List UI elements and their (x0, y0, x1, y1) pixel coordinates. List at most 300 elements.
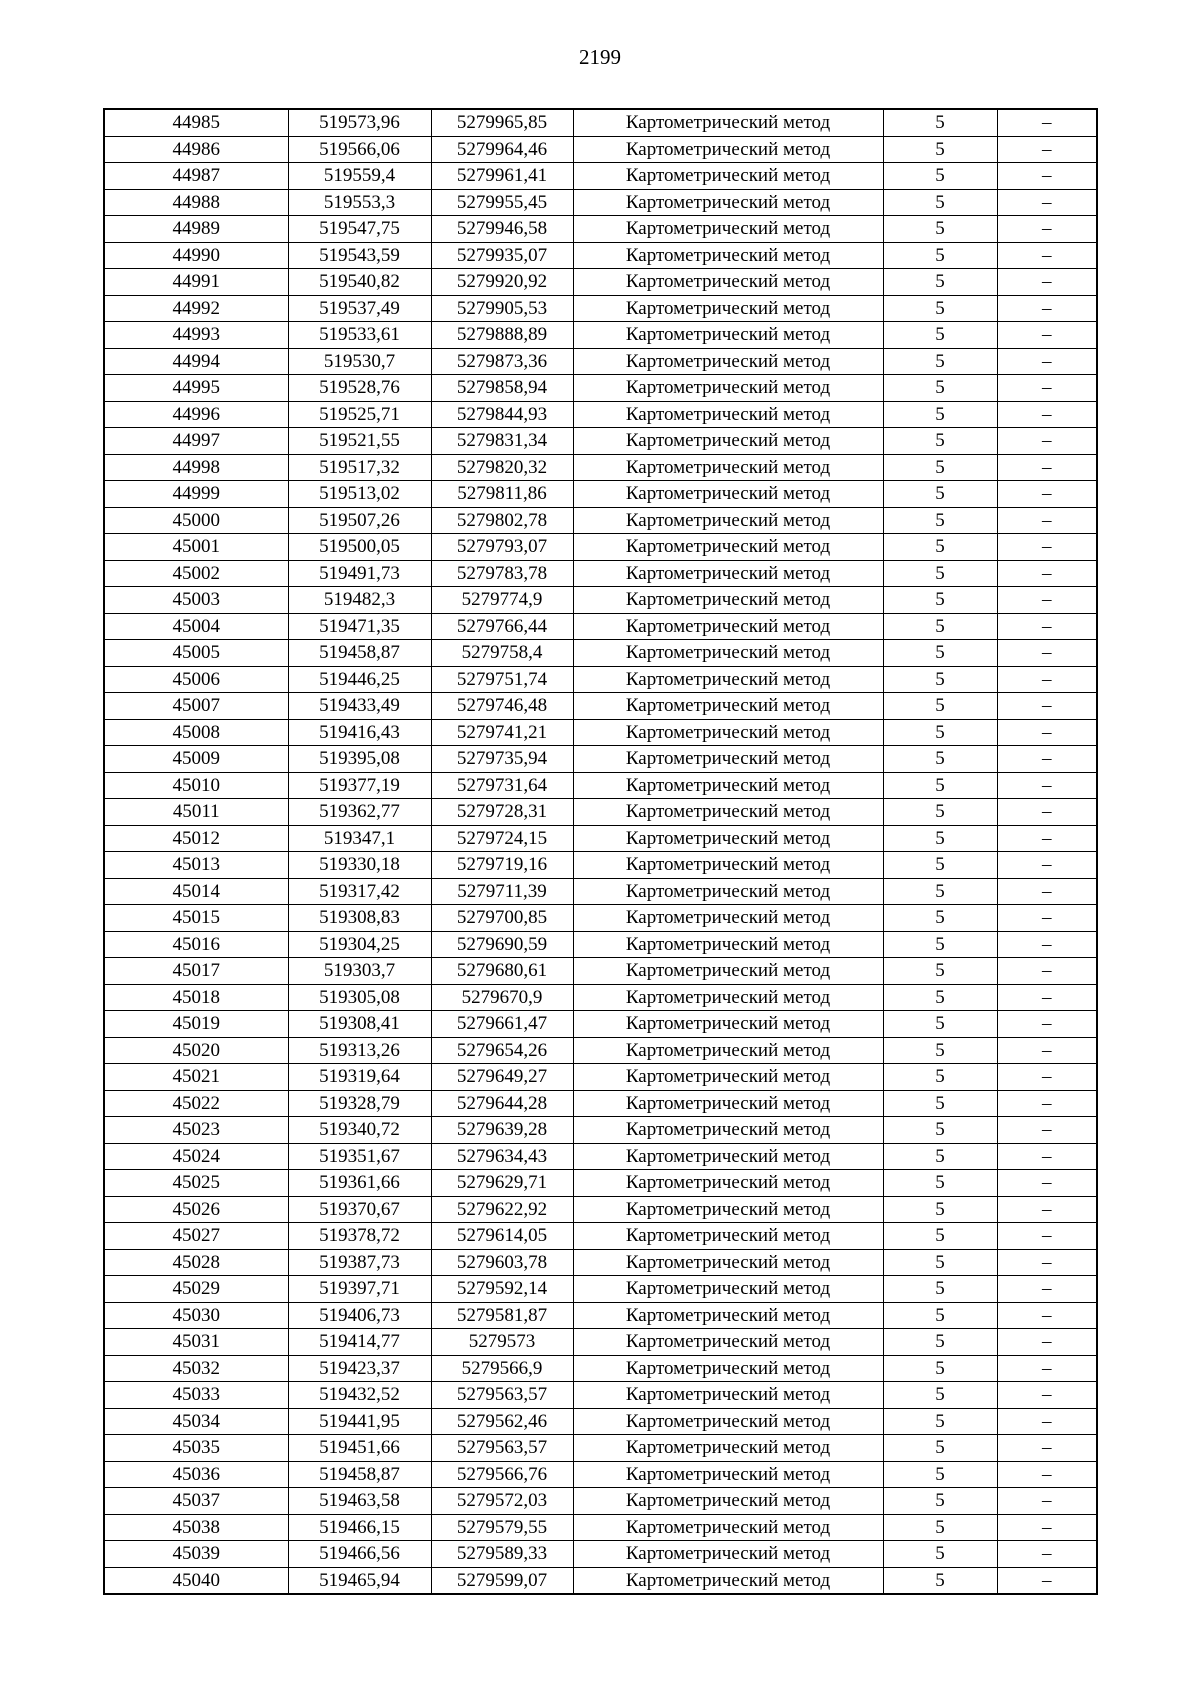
point-number-cell: 45031 (104, 1329, 288, 1356)
table-row (104, 481, 1097, 508)
x-coordinate-cell: 519566,06 (288, 136, 431, 163)
method-cell: Картометрический метод (573, 348, 883, 375)
method-cell: Картометрический метод (573, 454, 883, 481)
note-cell: – (997, 1514, 1097, 1541)
y-coordinate-cell: 5279746,48 (431, 693, 573, 720)
point-number-cell: 45019 (104, 1011, 288, 1038)
accuracy-cell: 5 (883, 1355, 997, 1382)
method-cell: Картометрический метод (573, 1461, 883, 1488)
table-row (104, 1249, 1097, 1276)
table-row (104, 295, 1097, 322)
note-cell: – (997, 375, 1097, 402)
table-row (104, 1037, 1097, 1064)
point-number-cell: 45025 (104, 1170, 288, 1197)
method-cell: Картометрический метод (573, 852, 883, 879)
x-coordinate-cell: 519423,37 (288, 1355, 431, 1382)
note-cell: – (997, 269, 1097, 296)
table-row (104, 1329, 1097, 1356)
table-row (104, 1514, 1097, 1541)
y-coordinate-cell: 5279700,85 (431, 905, 573, 932)
method-cell: Картометрический метод (573, 587, 883, 614)
accuracy-cell: 5 (883, 693, 997, 720)
point-number-cell: 45012 (104, 825, 288, 852)
x-coordinate-cell: 519530,7 (288, 348, 431, 375)
table-row (104, 852, 1097, 879)
method-cell: Картометрический метод (573, 1196, 883, 1223)
point-number-cell: 45010 (104, 772, 288, 799)
note-cell: – (997, 1223, 1097, 1250)
x-coordinate-cell: 519517,32 (288, 454, 431, 481)
accuracy-cell: 5 (883, 1329, 997, 1356)
table-row (104, 1117, 1097, 1144)
point-number-cell: 44995 (104, 375, 288, 402)
method-cell: Картометрический метод (573, 1037, 883, 1064)
point-number-cell: 45001 (104, 534, 288, 561)
note-cell: – (997, 1064, 1097, 1091)
point-number-cell: 45040 (104, 1567, 288, 1594)
accuracy-cell: 5 (883, 1011, 997, 1038)
page-number: 2199 (579, 45, 621, 69)
note-cell: – (997, 1408, 1097, 1435)
y-coordinate-cell: 5279622,92 (431, 1196, 573, 1223)
x-coordinate-cell: 519533,61 (288, 322, 431, 349)
accuracy-cell: 5 (883, 746, 997, 773)
x-coordinate-cell: 519351,67 (288, 1143, 431, 1170)
accuracy-cell: 5 (883, 1064, 997, 1091)
y-coordinate-cell: 5279599,07 (431, 1567, 573, 1594)
point-number-cell: 45034 (104, 1408, 288, 1435)
note-cell: – (997, 719, 1097, 746)
method-cell: Картометрический метод (573, 746, 883, 773)
point-number-cell: 44999 (104, 481, 288, 508)
table-row (104, 1382, 1097, 1409)
point-number-cell: 44988 (104, 189, 288, 216)
x-coordinate-cell: 519433,49 (288, 693, 431, 720)
y-coordinate-cell: 5279728,31 (431, 799, 573, 826)
note-cell: – (997, 1488, 1097, 1515)
note-cell: – (997, 216, 1097, 243)
accuracy-cell: 5 (883, 1223, 997, 1250)
table-row (104, 878, 1097, 905)
note-cell: – (997, 560, 1097, 587)
point-number-cell: 45037 (104, 1488, 288, 1515)
method-cell: Картометрический метод (573, 560, 883, 587)
note-cell: – (997, 1249, 1097, 1276)
note-cell: – (997, 1355, 1097, 1382)
y-coordinate-cell: 5279634,43 (431, 1143, 573, 1170)
note-cell: – (997, 640, 1097, 667)
point-number-cell: 45002 (104, 560, 288, 587)
table-row (104, 1461, 1097, 1488)
accuracy-cell: 5 (883, 1196, 997, 1223)
accuracy-cell: 5 (883, 905, 997, 932)
y-coordinate-cell: 5279566,9 (431, 1355, 573, 1382)
table-row (104, 1276, 1097, 1303)
x-coordinate-cell: 519347,1 (288, 825, 431, 852)
y-coordinate-cell: 5279644,28 (431, 1090, 573, 1117)
accuracy-cell: 5 (883, 560, 997, 587)
y-coordinate-cell: 5279719,16 (431, 852, 573, 879)
accuracy-cell: 5 (883, 587, 997, 614)
y-coordinate-cell: 5279793,07 (431, 534, 573, 561)
table-row (104, 1408, 1097, 1435)
method-cell: Картометрический метод (573, 322, 883, 349)
x-coordinate-cell: 519319,64 (288, 1064, 431, 1091)
x-coordinate-cell: 519305,08 (288, 984, 431, 1011)
method-cell: Картометрический метод (573, 931, 883, 958)
point-number-cell: 45008 (104, 719, 288, 746)
y-coordinate-cell: 5279566,76 (431, 1461, 573, 1488)
y-coordinate-cell: 5279711,39 (431, 878, 573, 905)
table-row (104, 216, 1097, 243)
y-coordinate-cell: 5279858,94 (431, 375, 573, 402)
table-row (104, 1011, 1097, 1038)
x-coordinate-cell: 519446,25 (288, 666, 431, 693)
table-row (104, 772, 1097, 799)
method-cell: Картометрический метод (573, 1435, 883, 1462)
point-number-cell: 44998 (104, 454, 288, 481)
note-cell: – (997, 1567, 1097, 1594)
method-cell: Картометрический метод (573, 693, 883, 720)
x-coordinate-cell: 519525,71 (288, 401, 431, 428)
method-cell: Картометрический метод (573, 1302, 883, 1329)
method-cell: Картометрический метод (573, 1355, 883, 1382)
point-number-cell: 44997 (104, 428, 288, 455)
x-coordinate-cell: 519441,95 (288, 1408, 431, 1435)
y-coordinate-cell: 5279670,9 (431, 984, 573, 1011)
y-coordinate-cell: 5279614,05 (431, 1223, 573, 1250)
point-number-cell: 44985 (104, 109, 288, 136)
x-coordinate-cell: 519482,3 (288, 587, 431, 614)
y-coordinate-cell: 5279955,45 (431, 189, 573, 216)
note-cell: – (997, 1276, 1097, 1303)
accuracy-cell: 5 (883, 481, 997, 508)
x-coordinate-cell: 519553,3 (288, 189, 431, 216)
note-cell: – (997, 905, 1097, 932)
point-number-cell: 45020 (104, 1037, 288, 1064)
note-cell: – (997, 136, 1097, 163)
table-row (104, 1196, 1097, 1223)
note-cell: – (997, 1143, 1097, 1170)
accuracy-cell: 5 (883, 1143, 997, 1170)
y-coordinate-cell: 5279603,78 (431, 1249, 573, 1276)
point-number-cell: 44996 (104, 401, 288, 428)
x-coordinate-cell: 519491,73 (288, 560, 431, 587)
accuracy-cell: 5 (883, 242, 997, 269)
method-cell: Картометрический метод (573, 958, 883, 985)
note-cell: – (997, 481, 1097, 508)
point-number-cell: 44987 (104, 163, 288, 190)
table-row (104, 958, 1097, 985)
point-number-cell: 45005 (104, 640, 288, 667)
y-coordinate-cell: 5279680,61 (431, 958, 573, 985)
point-number-cell: 45032 (104, 1355, 288, 1382)
y-coordinate-cell: 5279573 (431, 1329, 573, 1356)
method-cell: Картометрический метод (573, 984, 883, 1011)
point-number-cell: 45015 (104, 905, 288, 932)
y-coordinate-cell: 5279920,92 (431, 269, 573, 296)
note-cell: – (997, 587, 1097, 614)
point-number-cell: 45038 (104, 1514, 288, 1541)
table-row (104, 1170, 1097, 1197)
table-row (104, 905, 1097, 932)
y-coordinate-cell: 5279563,57 (431, 1435, 573, 1462)
note-cell: – (997, 322, 1097, 349)
x-coordinate-cell: 519317,42 (288, 878, 431, 905)
method-cell: Картометрический метод (573, 719, 883, 746)
method-cell: Картометрический метод (573, 1276, 883, 1303)
method-cell: Картометрический метод (573, 1488, 883, 1515)
x-coordinate-cell: 519543,59 (288, 242, 431, 269)
accuracy-cell: 5 (883, 454, 997, 481)
table-row (104, 163, 1097, 190)
point-number-cell: 45014 (104, 878, 288, 905)
accuracy-cell: 5 (883, 534, 997, 561)
point-number-cell: 45027 (104, 1223, 288, 1250)
method-cell: Картометрический метод (573, 1117, 883, 1144)
y-coordinate-cell: 5279774,9 (431, 587, 573, 614)
point-number-cell: 44993 (104, 322, 288, 349)
point-number-cell: 45035 (104, 1435, 288, 1462)
table-row (104, 719, 1097, 746)
y-coordinate-cell: 5279831,34 (431, 428, 573, 455)
x-coordinate-cell: 519395,08 (288, 746, 431, 773)
point-number-cell: 44990 (104, 242, 288, 269)
note-cell: – (997, 1196, 1097, 1223)
note-cell: – (997, 428, 1097, 455)
y-coordinate-cell: 5279724,15 (431, 825, 573, 852)
note-cell: – (997, 242, 1097, 269)
point-number-cell: 45000 (104, 507, 288, 534)
method-cell: Картометрический метод (573, 481, 883, 508)
x-coordinate-cell: 519370,67 (288, 1196, 431, 1223)
x-coordinate-cell: 519362,77 (288, 799, 431, 826)
x-coordinate-cell: 519466,56 (288, 1541, 431, 1568)
accuracy-cell: 5 (883, 1276, 997, 1303)
accuracy-cell: 5 (883, 269, 997, 296)
note-cell: – (997, 1541, 1097, 1568)
point-number-cell: 45009 (104, 746, 288, 773)
y-coordinate-cell: 5279751,74 (431, 666, 573, 693)
method-cell: Картометрический метод (573, 1567, 883, 1594)
x-coordinate-cell: 519559,4 (288, 163, 431, 190)
method-cell: Картометрический метод (573, 507, 883, 534)
accuracy-cell: 5 (883, 719, 997, 746)
accuracy-cell: 5 (883, 1117, 997, 1144)
point-number-cell: 44992 (104, 295, 288, 322)
table-row (104, 613, 1097, 640)
table-row (104, 136, 1097, 163)
y-coordinate-cell: 5279811,86 (431, 481, 573, 508)
table-row (104, 348, 1097, 375)
y-coordinate-cell: 5279731,64 (431, 772, 573, 799)
y-coordinate-cell: 5279783,78 (431, 560, 573, 587)
method-cell: Картометрический метод (573, 189, 883, 216)
table-row (104, 1567, 1097, 1594)
y-coordinate-cell: 5279589,33 (431, 1541, 573, 1568)
table-row (104, 454, 1097, 481)
table-row (104, 1302, 1097, 1329)
method-cell: Картометрический метод (573, 295, 883, 322)
method-cell: Картометрический метод (573, 1170, 883, 1197)
point-number-cell: 44986 (104, 136, 288, 163)
x-coordinate-cell: 519377,19 (288, 772, 431, 799)
note-cell: – (997, 1382, 1097, 1409)
y-coordinate-cell: 5279661,47 (431, 1011, 573, 1038)
point-number-cell: 45013 (104, 852, 288, 879)
point-number-cell: 45030 (104, 1302, 288, 1329)
y-coordinate-cell: 5279888,89 (431, 322, 573, 349)
x-coordinate-cell: 519537,49 (288, 295, 431, 322)
note-cell: – (997, 613, 1097, 640)
x-coordinate-cell: 519361,66 (288, 1170, 431, 1197)
y-coordinate-cell: 5279741,21 (431, 719, 573, 746)
x-coordinate-cell: 519528,76 (288, 375, 431, 402)
accuracy-cell: 5 (883, 163, 997, 190)
method-cell: Картометрический метод (573, 666, 883, 693)
method-cell: Картометрический метод (573, 640, 883, 667)
x-coordinate-cell: 519458,87 (288, 1461, 431, 1488)
table-row (104, 242, 1097, 269)
point-number-cell: 45024 (104, 1143, 288, 1170)
accuracy-cell: 5 (883, 136, 997, 163)
note-cell: – (997, 878, 1097, 905)
accuracy-cell: 5 (883, 1567, 997, 1594)
coordinates-table (103, 108, 1098, 1595)
accuracy-cell: 5 (883, 799, 997, 826)
method-cell: Картометрический метод (573, 242, 883, 269)
note-cell: – (997, 825, 1097, 852)
x-coordinate-cell: 519513,02 (288, 481, 431, 508)
y-coordinate-cell: 5279935,07 (431, 242, 573, 269)
method-cell: Картометрический метод (573, 1249, 883, 1276)
table-row (104, 825, 1097, 852)
table-row (104, 534, 1097, 561)
table-row (104, 1064, 1097, 1091)
table-row (104, 1143, 1097, 1170)
note-cell: – (997, 666, 1097, 693)
accuracy-cell: 5 (883, 295, 997, 322)
method-cell: Картометрический метод (573, 269, 883, 296)
accuracy-cell: 5 (883, 348, 997, 375)
table-row (104, 746, 1097, 773)
table-row (104, 1355, 1097, 1382)
method-cell: Картометрический метод (573, 1223, 883, 1250)
method-cell: Картометрический метод (573, 1143, 883, 1170)
table-row (104, 375, 1097, 402)
accuracy-cell: 5 (883, 1488, 997, 1515)
y-coordinate-cell: 5279581,87 (431, 1302, 573, 1329)
point-number-cell: 45029 (104, 1276, 288, 1303)
accuracy-cell: 5 (883, 1302, 997, 1329)
accuracy-cell: 5 (883, 375, 997, 402)
method-cell: Картометрический метод (573, 428, 883, 455)
y-coordinate-cell: 5279562,46 (431, 1408, 573, 1435)
method-cell: Картометрический метод (573, 163, 883, 190)
point-number-cell: 45007 (104, 693, 288, 720)
accuracy-cell: 5 (883, 825, 997, 852)
accuracy-cell: 5 (883, 109, 997, 136)
method-cell: Картометрический метод (573, 905, 883, 932)
x-coordinate-cell: 519451,66 (288, 1435, 431, 1462)
x-coordinate-cell: 519471,35 (288, 613, 431, 640)
y-coordinate-cell: 5279649,27 (431, 1064, 573, 1091)
x-coordinate-cell: 519328,79 (288, 1090, 431, 1117)
method-cell: Картометрический метод (573, 825, 883, 852)
accuracy-cell: 5 (883, 958, 997, 985)
table-row (104, 189, 1097, 216)
y-coordinate-cell: 5279802,78 (431, 507, 573, 534)
y-coordinate-cell: 5279766,44 (431, 613, 573, 640)
note-cell: – (997, 799, 1097, 826)
point-number-cell: 44991 (104, 269, 288, 296)
accuracy-cell: 5 (883, 322, 997, 349)
point-number-cell: 45016 (104, 931, 288, 958)
x-coordinate-cell: 519500,05 (288, 534, 431, 561)
point-number-cell: 45011 (104, 799, 288, 826)
table-row (104, 799, 1097, 826)
y-coordinate-cell: 5279572,03 (431, 1488, 573, 1515)
x-coordinate-cell: 519303,7 (288, 958, 431, 985)
note-cell: – (997, 1329, 1097, 1356)
accuracy-cell: 5 (883, 931, 997, 958)
x-coordinate-cell: 519547,75 (288, 216, 431, 243)
method-cell: Картометрический метод (573, 878, 883, 905)
table-row (104, 401, 1097, 428)
note-cell: – (997, 507, 1097, 534)
x-coordinate-cell: 519406,73 (288, 1302, 431, 1329)
x-coordinate-cell: 519507,26 (288, 507, 431, 534)
note-cell: – (997, 189, 1097, 216)
accuracy-cell: 5 (883, 507, 997, 534)
x-coordinate-cell: 519313,26 (288, 1037, 431, 1064)
note-cell: – (997, 1170, 1097, 1197)
point-number-cell: 45036 (104, 1461, 288, 1488)
method-cell: Картометрический метод (573, 1541, 883, 1568)
table-row (104, 1541, 1097, 1568)
point-number-cell: 45006 (104, 666, 288, 693)
accuracy-cell: 5 (883, 984, 997, 1011)
method-cell: Картометрический метод (573, 799, 883, 826)
x-coordinate-cell: 519465,94 (288, 1567, 431, 1594)
x-coordinate-cell: 519330,18 (288, 852, 431, 879)
table-row (104, 984, 1097, 1011)
y-coordinate-cell: 5279946,58 (431, 216, 573, 243)
y-coordinate-cell: 5279563,57 (431, 1382, 573, 1409)
table-row (104, 109, 1097, 136)
note-cell: – (997, 534, 1097, 561)
y-coordinate-cell: 5279905,53 (431, 295, 573, 322)
note-cell: – (997, 1117, 1097, 1144)
x-coordinate-cell: 519308,41 (288, 1011, 431, 1038)
method-cell: Картометрический метод (573, 1514, 883, 1541)
table-row (104, 693, 1097, 720)
accuracy-cell: 5 (883, 1541, 997, 1568)
x-coordinate-cell: 519308,83 (288, 905, 431, 932)
accuracy-cell: 5 (883, 1249, 997, 1276)
method-cell: Картометрический метод (573, 613, 883, 640)
accuracy-cell: 5 (883, 878, 997, 905)
accuracy-cell: 5 (883, 216, 997, 243)
table-row (104, 428, 1097, 455)
table-row (104, 322, 1097, 349)
method-cell: Картометрический метод (573, 1011, 883, 1038)
note-cell: – (997, 401, 1097, 428)
point-number-cell: 45023 (104, 1117, 288, 1144)
note-cell: – (997, 931, 1097, 958)
accuracy-cell: 5 (883, 428, 997, 455)
method-cell: Картометрический метод (573, 772, 883, 799)
